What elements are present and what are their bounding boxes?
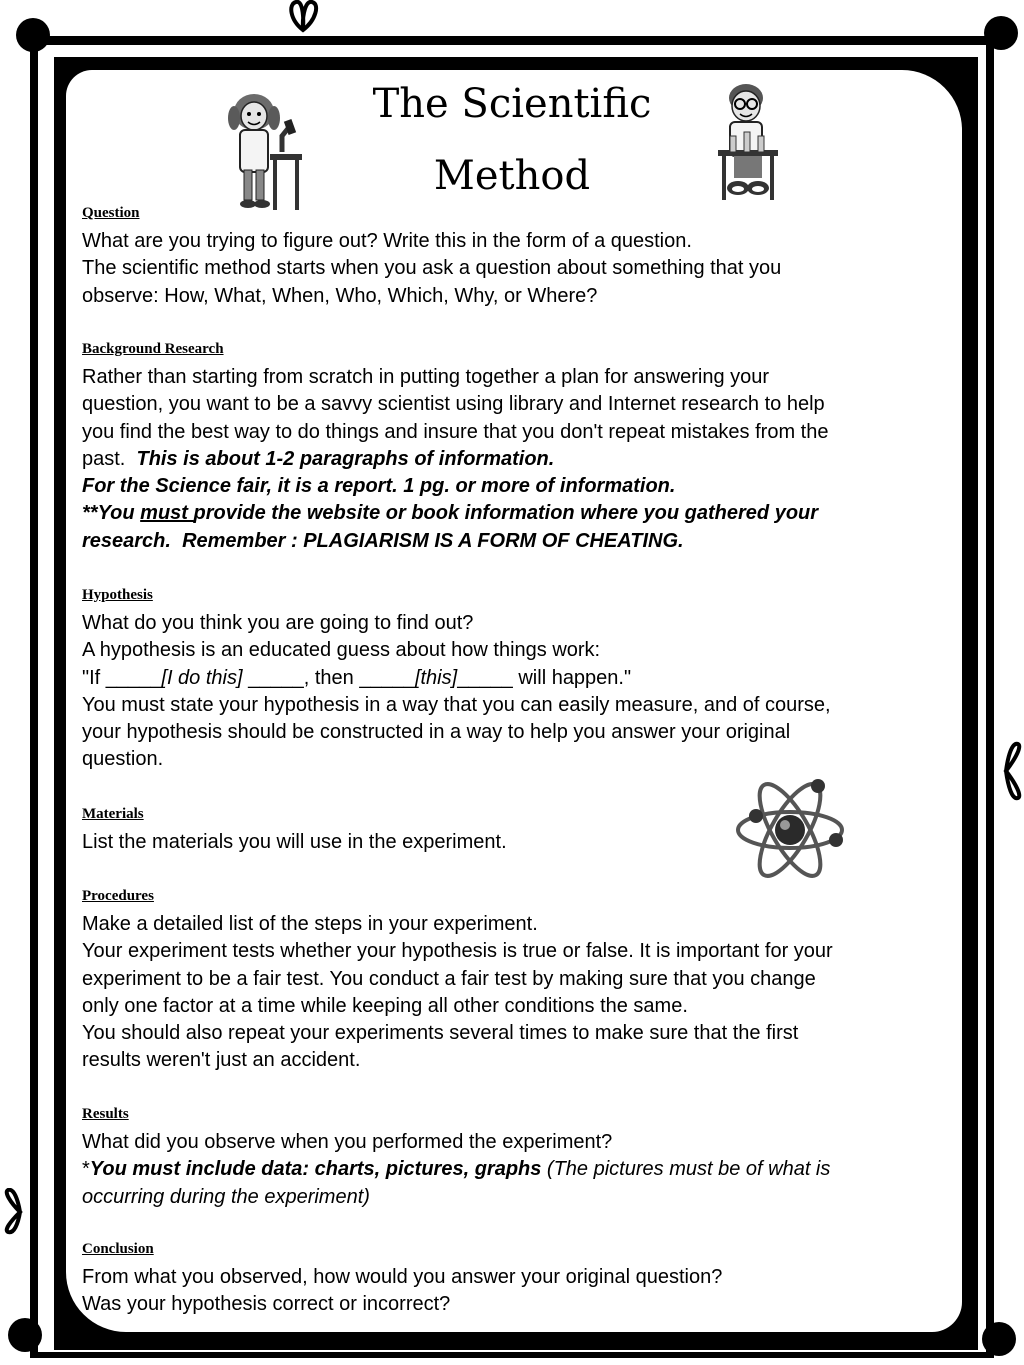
frame-corner-dot <box>16 18 50 52</box>
section-background-research <box>82 340 942 555</box>
section-conclusion <box>82 1240 942 1319</box>
text-line: From what you observed, how would you answer your original question? <box>82 1266 723 1288</box>
if-part-e: _____ will happen." <box>457 666 632 689</box>
section-results <box>82 1105 942 1211</box>
must-suffix: provide the website or book information where you gathered your <box>193 502 819 525</box>
text-line: You should also repeat your experiments several times to make sure that the first <box>82 1022 799 1045</box>
results-star: * <box>82 1158 90 1181</box>
background-heading: Background Research <box>82 341 224 357</box>
results-text <box>82 1129 942 1211</box>
text-line: you find the best way to do things and insure that you don't repeat mistakes from the <box>82 420 829 443</box>
hypothesis-text <box>82 610 942 774</box>
title-line-2: Method <box>433 153 591 199</box>
text-line: occurring during the experiment) <box>82 1185 370 1208</box>
outer-frame-bottom <box>30 1352 994 1358</box>
text-line: Your experiment tests whether your hypothesis is true or false. It is important for your <box>82 940 833 963</box>
text-line: your hypothesis should be constructed in a way to help you answer your original <box>82 721 791 744</box>
page-title <box>340 68 684 212</box>
frame-corner-dot <box>982 1322 1016 1356</box>
text-line: experiment to be a fair test. You conduct a fair test by making sure that you change <box>82 967 816 990</box>
question-text <box>82 228 942 310</box>
text-line: A hypothesis is an educated guess about how things work: <box>82 639 601 662</box>
girl-scientist-microscope-icon <box>226 90 306 212</box>
science-fair-note: For the Science fair, it is a report. 1 pg. or more of information. <box>82 475 676 498</box>
results-pictures-note: (The pictures must be of what is <box>541 1158 831 1181</box>
ribbon-bow-icon <box>280 0 326 40</box>
text-line: What are you trying to figure out? Write this in the form of a question. <box>82 230 692 252</box>
section-hypothesis <box>82 586 942 774</box>
if-part-d: [this] <box>414 666 458 689</box>
if-part-a: "If _____ <box>82 666 162 689</box>
conclusion-heading: Conclusion <box>82 1241 154 1257</box>
text-line: Rather than starting from scratch in putting together a plan for answering your <box>82 366 770 388</box>
plagiarism-warning: research. Remember : PLAGIARISM IS A FORM OF CHEATING. <box>82 529 684 552</box>
text-line: Make a detailed list of the steps in your experiment. <box>82 913 538 935</box>
text-line: results weren't just an accident. <box>82 1049 361 1072</box>
text-line: What do you think you are going to find out? <box>82 612 474 634</box>
procedures-text <box>82 911 942 1075</box>
text-line: only one factor at a time while keeping all other conditions the same. <box>82 994 688 1017</box>
text-line: past. <box>82 447 137 470</box>
materials-text: List the materials you will use in the experiment. <box>82 831 507 853</box>
frame-corner-dot <box>984 16 1018 50</box>
results-heading: Results <box>82 1106 129 1122</box>
conclusion-text <box>82 1264 942 1319</box>
boy-scientist-beakers-icon <box>716 80 782 204</box>
section-procedures <box>82 887 942 1075</box>
question-heading: Question <box>82 205 140 221</box>
text-line: Was your hypothesis correct or incorrect? <box>82 1293 451 1316</box>
text-line: observe: How, What, When, Who, Which, Why, or Where? <box>82 284 598 307</box>
text-line: question. <box>82 748 164 771</box>
if-part-c: _____, then _____ <box>242 666 415 689</box>
ribbon-bow-icon <box>0 1188 30 1236</box>
background-text <box>82 364 942 555</box>
text-line: You must state your hypothesis in a way that you can easily measure, and of course, <box>82 693 831 716</box>
text-line: What did you observe when you performed the experiment? <box>82 1131 613 1153</box>
text-line: The scientific method starts when you ask a question about something that you <box>82 257 782 280</box>
procedures-heading: Procedures <box>82 888 154 904</box>
hypothesis-heading: Hypothesis <box>82 587 153 603</box>
section-materials <box>82 805 942 856</box>
text-line: question, you want to be a savvy scientist using library and Internet research to help <box>82 393 825 416</box>
section-question <box>82 204 942 310</box>
materials-heading: Materials <box>82 806 144 822</box>
must-prefix: **You <box>82 502 141 525</box>
results-data-requirement: You must include data: charts, pictures, graphs <box>89 1158 542 1181</box>
ribbon-bow-icon <box>998 740 1024 802</box>
frame-corner-dot <box>8 1318 42 1352</box>
title-line-1: The Scientific <box>372 81 652 127</box>
if-part-b: [I do this] <box>161 666 243 689</box>
paragraphs-note: This is about 1-2 paragraphs of information. <box>136 447 555 470</box>
must-word: must <box>140 502 194 525</box>
